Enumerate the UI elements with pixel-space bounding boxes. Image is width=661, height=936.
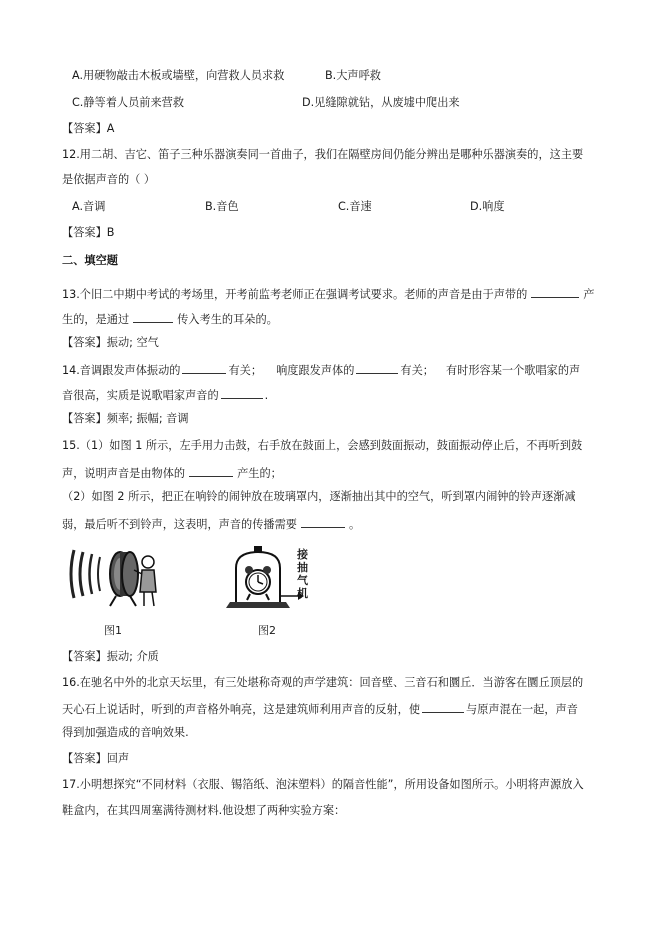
q14-line2 (62, 386, 268, 404)
q15-answer: 【答案】振动; 介质 (62, 650, 159, 663)
q14-text-1e: 有时形容某一个歌唱家的声 (445, 364, 581, 377)
q15-text-2a: 声，说明声音是由物体的 (62, 467, 186, 480)
figure-2-bell-jar-illustration (226, 544, 304, 612)
q15-blank-2 (301, 515, 345, 528)
q15-line4 (62, 515, 360, 533)
q16-text-2a: 天心石上说话时，听到的声音格外响亮，这是建筑师利用声音的反射，使 (62, 703, 421, 716)
q11-option-b: B.大声呼救 (325, 69, 381, 82)
figure-2-pump-label (297, 548, 308, 600)
q15-line2 (62, 464, 282, 482)
q14-text-1a: 14.音调跟发声体振动的 (62, 364, 181, 377)
q14-line1 (62, 361, 580, 379)
q13-line2 (62, 310, 278, 328)
q12-option-c: C.音速 (338, 200, 372, 213)
figure-1-drum-illustration (64, 540, 164, 608)
q12-answer: 【答案】B (62, 226, 115, 239)
q13-blank-1 (531, 285, 579, 298)
q13-text-2b: 传入考生的耳朵的。 (177, 313, 278, 326)
q14-text-1c: 响度跟发声体的 (276, 364, 355, 377)
q14-text-1b: 有关； (228, 364, 263, 377)
q15-text-2b: 产生的； (237, 467, 282, 480)
section-title: 二、填空题 (62, 254, 118, 267)
q17-line2: 鞋盒内，在其四周塞满待测材料.他设想了两种实验方案： (62, 804, 346, 817)
q12-option-b: B.音色 (205, 200, 239, 213)
q15-blank-1 (189, 464, 233, 477)
q13-blank-2 (133, 310, 173, 323)
q14-blank-2 (356, 361, 398, 374)
q14-text-2b: . (264, 389, 269, 402)
q14-text-2a: 音很高，实质是说歌唱家声音的 (62, 389, 219, 402)
q11-option-c: C.静等着人员前来营救 (72, 96, 185, 109)
q13-text-2a: 生的，是通过 (62, 313, 130, 326)
q16-answer: 【答案】回声 (62, 752, 130, 765)
pump-label-char: 气 (297, 574, 308, 587)
q16-blank-1 (422, 700, 464, 713)
q16-line1: 16.在驰名中外的北京天坛里，有三处堪称奇观的声学建筑：回音壁、三音石和圜丘．当游客在圜丘顶层的 (62, 676, 584, 689)
q14-text-1d: 有关； (400, 364, 434, 377)
q13-text-1b: 产 (583, 288, 595, 301)
q11-option-a: A.用硬物敲击木板或墙壁，向营救人员求救 (72, 69, 285, 82)
q13-line1 (62, 285, 595, 303)
q12-option-a: A.音调 (72, 200, 106, 213)
pump-label-char: 机 (297, 587, 308, 600)
q14-blank-3 (221, 386, 263, 399)
q17-line1: 17.小明想探究“不同材料（衣服、锡箔纸、泡沫塑料）的隔音性能”，所用设备如图所示。小明将声源放入 (62, 778, 584, 791)
q16-line3: 得到加强造成的音响效果. (62, 726, 189, 739)
q11-option-d: D.见缝隙就钻，从废墟中爬出来 (302, 96, 460, 109)
q16-text-2b: 与原声混在一起，声音 (466, 703, 578, 716)
q14-answer: 【答案】频率; 振幅; 音调 (62, 412, 189, 425)
q12-stem-line1: 12.用二胡、吉它、笛子三种乐器演奏同一首曲子，我们在隔壁房间仍能分辨出是哪种乐器演奏的，这主要 (62, 148, 584, 161)
q13-answer: 【答案】振动; 空气 (62, 336, 159, 349)
q14-blank-1 (182, 361, 226, 374)
q11-answer: 【答案】A (62, 122, 115, 135)
figure-2-caption: 图2 (258, 624, 276, 637)
pump-label-char: 接 (297, 548, 308, 561)
pump-label-char: 抽 (297, 561, 308, 574)
q15-line3: （2）如图 2 所示，把正在响铃的闹钟放在玻璃罩内，逐渐抽出其中的空气，听到罩内闹钟的铃声逐渐减 (62, 490, 576, 503)
figure-1-caption: 图1 (104, 624, 122, 637)
q15-line1: 15.（1）如图 1 所示，左手用力击鼓，右手放在鼓面上，会感到鼓面振动，鼓面振动停止后，不再听到鼓 (62, 439, 583, 452)
q12-option-d: D.响度 (470, 200, 505, 213)
q13-text-1a: 13.个旧二中期中考试的考场里，开考前监考老师正在强调考试要求。老师的声音是由于声带的 (62, 288, 528, 301)
q16-line2 (62, 700, 578, 718)
q15-text-4a: 弱，最后听不到铃声，这表明，声音的传播需要 (62, 518, 297, 531)
q15-text-4b: 。 (348, 518, 361, 531)
q12-stem-line2: 是依据声音的（ ） (62, 173, 156, 186)
